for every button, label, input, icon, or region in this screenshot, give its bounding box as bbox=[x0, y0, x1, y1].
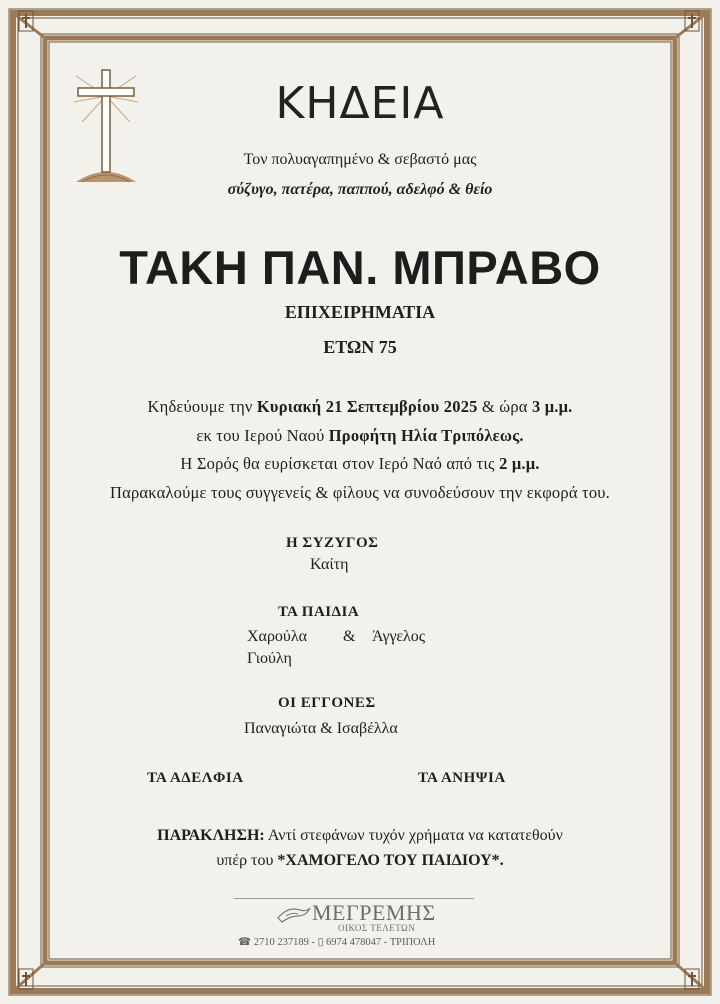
grandchildren-label: ΟΙ ΕΓΓΟΝΕΣ bbox=[278, 695, 376, 711]
company-subtitle: ΟΙΚΟΣ ΤΕΛΕΤΩΝ bbox=[338, 923, 416, 933]
child-name: Γιούλη bbox=[247, 650, 292, 667]
profession: ΕΠΙΧΕΙΡΗΜΑΤΙΑ bbox=[284, 302, 436, 322]
request-line-2: υπέρ του *ΧΑΜΟΓΕΛΟ ΤΟΥ ΠΑΙΔΙΟΥ*. bbox=[216, 852, 504, 869]
grandchildren-names: Παναγιώτα & Ισαβέλλα bbox=[244, 720, 398, 737]
company-name: ΜΕΓΡΕΜΗΣ bbox=[312, 900, 436, 925]
mobile-icon: ▯ bbox=[317, 937, 324, 948]
children-label: ΤΑ ΠΑΙΔΙΑ bbox=[278, 604, 360, 620]
footer-divider bbox=[234, 898, 474, 899]
child-name: Άγγελος bbox=[372, 628, 426, 645]
nephews-label: ΤΑ ΑΝΗΨΙΑ bbox=[418, 770, 506, 786]
ceremony-line-4: Παρακαλούμε τους συγγενείς & φίλους να συνοδεύσουν την εκφορά του. bbox=[110, 483, 610, 502]
ceremony-line-3: Η Σορός θα ευρίσκεται στον Ιερό Ναό από τις 2 μ.μ. bbox=[180, 454, 540, 473]
age: ΕΤΩΝ 75 bbox=[323, 337, 397, 357]
dove-logo-icon bbox=[276, 904, 312, 924]
ampersand: & bbox=[343, 628, 356, 645]
intro-line: Τον πολυαγαπημένο & σεβαστό μας bbox=[243, 151, 477, 168]
spouse-name: Καίτη bbox=[310, 556, 349, 573]
request-line-1: ΠΑΡΑΚΛΗΣΗ: Αντί στεφάνων τυχόν χρήματα να κατατεθούν bbox=[157, 827, 563, 844]
notice-title: ΚΗΔΕΙΑ bbox=[275, 78, 445, 129]
ceremony-line-1: Κηδεύουμε την Κυριακή 21 Σεπτεμβρίου 2025 & ώρα 3 μ.μ. bbox=[147, 397, 573, 416]
deceased-name: ΤΑΚΗ ΠΑΝ. ΜΠΡΑΒΟ bbox=[119, 241, 601, 294]
company-contact: ☎ 2710 237189 - ▯ 6974 478047 - ΤΡΙΠΟΛΗ bbox=[238, 937, 436, 948]
ceremony-line-2: εκ του Ιερού Ναού Προφήτη Ηλία Τριπόλεως. bbox=[196, 426, 524, 445]
siblings-label: ΤΑ ΑΔΕΛΦΙΑ bbox=[147, 770, 244, 786]
spouse-label: Η ΣΥΖΥΓΟΣ bbox=[286, 535, 379, 551]
child-name: Χαρούλα bbox=[247, 628, 307, 645]
relations-line: σύζυγο, πατέρα, παππού, αδελφό & θείο bbox=[227, 181, 493, 198]
phone-icon: ☎ bbox=[238, 937, 252, 948]
